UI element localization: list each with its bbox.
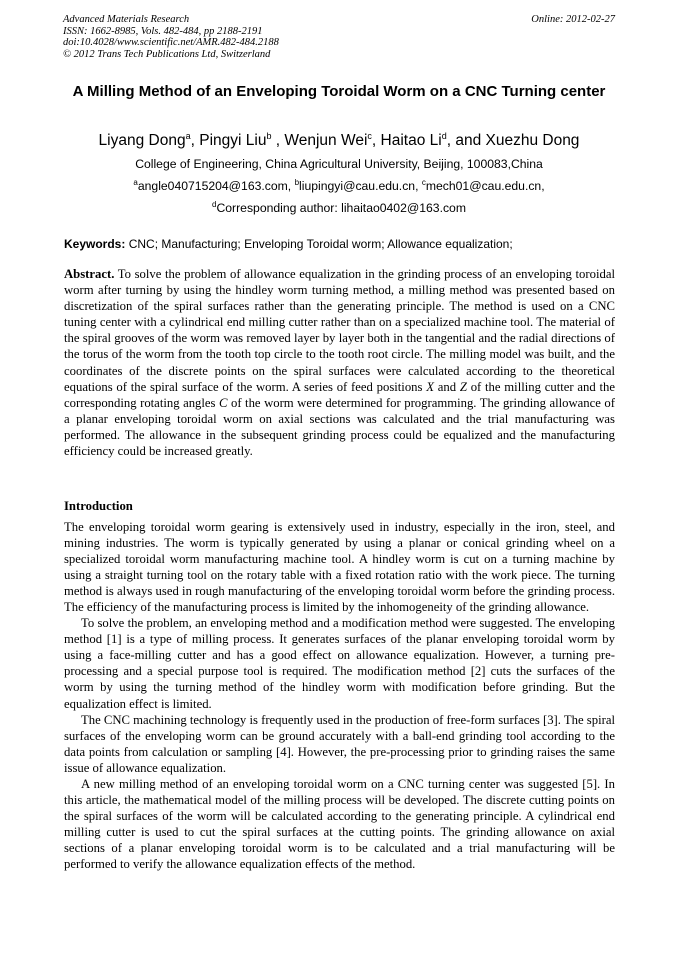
author-list (40, 131, 638, 151)
abstract-var-x: X (426, 379, 434, 394)
journal-header (63, 14, 279, 60)
keywords (64, 237, 616, 252)
author-sup: d (441, 131, 447, 141)
keywords-text: CNC; Manufacturing; Enveloping Toroidal worm; Allowance equalization; (125, 237, 513, 251)
author-name: Liyang Dong (98, 132, 186, 149)
abstract-text: and (434, 379, 460, 394)
corresponding-text: Corresponding author: lihaitao0402@163.com (216, 201, 466, 215)
author-sep: , (371, 132, 381, 149)
issn-line: ISSN: 1662-8985, Vols. 482-484, pp 2188-2191 (63, 25, 263, 37)
paper-title: A Milling Method of an Enveloping Toroidal Worm on a CNC Turning center (72, 83, 606, 100)
affiliation: College of Engineering, China Agricultural University, Beijing, 100083,China (135, 157, 543, 171)
corresponding-author (40, 200, 638, 216)
email-sup: c (421, 178, 426, 187)
abstract-var-z: Z (459, 379, 467, 394)
author-sep: , (271, 132, 285, 149)
abstract-label: Abstract. (64, 267, 115, 281)
author-sup: b (266, 131, 272, 141)
online-date: Online: 2012-02-27 (531, 14, 615, 25)
abstract (64, 266, 615, 459)
abstract-text: of the milling cutter and the corresponding rotating angles (64, 379, 615, 410)
abstract-text: of the worm were determined for programming. The grinding allowance of a planar enveloping toroidal worm on axial sections was calculated and the trial manufacturing was performed. The allowance in the subsequent grinding process could be equalized and the manufacturing efficiency could be increased greatly. (64, 395, 615, 459)
email-sup: a (133, 178, 138, 187)
email-line (40, 178, 638, 194)
paragraph: To solve the problem, an enveloping method and a modification method were suggested. The enveloping method [1] is a type of milling process. It generates surfaces of the planar enveloping toroidal worm by using a face-milling cutter and has a good effect on allowance equalization. However, a turning pre-processing and a special purpose tool is required. The modification method [2] cuts the surfaces of the worm by using the turning method of the hindley worm with modification before grinding. But the equalization effect is limited. (64, 616, 615, 711)
section-heading-introduction: Introduction (64, 499, 133, 513)
author-name: Xuezhu Dong (485, 132, 580, 149)
doi-line: doi:10.4028/www.scientific.net/AMR.482-484.2188 (63, 37, 279, 48)
abstract-text: To solve the problem of allowance equalization in the grinding process of an enveloping toroidal worm after turning by using the hindley worm turning method, a milling method was presented based on discretization of the spiral surfaces rather than the generating principle. The method is used on a CNC tuning center with a cylindrical end milling cutter rather than on a specialized machine tool. The material of the spiral grooves of the worm was removed layer by layer both in the tangential and the radial directions of the torus of the worm from the tooth top circle to the tooth root circle. The milling model was built, and the coordinates of the discrete points on the spiral surfaces were calculated according to the theoretical equations of the spiral surface of the worm. A series of feed positions (64, 267, 615, 394)
copyright-line: © 2012 Trans Tech Publications Ltd, Switzerland (63, 48, 271, 60)
author-name: Haitao Li (380, 132, 442, 149)
author-sup: c (367, 131, 372, 141)
email-b: liupingyi@cau.edu.cn, (299, 179, 422, 193)
author-sep: , (190, 132, 200, 149)
author-sup: a (185, 131, 191, 141)
author-name: Wenjun Wei (284, 132, 368, 149)
abstract-var-c: C (219, 395, 228, 410)
paragraph: The CNC machining technology is frequently used in the production of free-form surfaces [3]. The spiral surfaces of the enveloping worm can be ground accurately with a ball-end grinding tool according to the data points from calculation or sampling [4]. However, the pre-processing prior to grinding raises the same issue of allowance equalization. (64, 712, 615, 775)
keywords-label: Keywords: (64, 237, 126, 251)
journal-name: Advanced Materials Research (63, 14, 190, 25)
paragraph: The enveloping toroidal worm gearing is extensively used in industry, especially in the iron, steel, and mining industries. The worm is typically generated by using a planar or conical grinding wheel on a specialized toroidal worm manufacturing machine tool. A hindley worm is cut on a turning machine by using a straight turning tool on the rotary table with a fixed rotation ratio with the work piece. The turning method is always used in rough manufacturing of the enveloping toroidal worm before the grinding process. The efficiency of the manufacturing process is limited by the inhomogeneity of the grinding allowance. (64, 520, 615, 615)
author-sep: , and (446, 132, 486, 149)
corresponding-sup: d (212, 200, 217, 209)
introduction-body (64, 519, 615, 872)
email-a: angle040715204@163.com, (137, 179, 295, 193)
email-c: mech01@cau.edu.cn, (425, 179, 545, 193)
author-name: Pingyi Liu (199, 132, 267, 149)
email-sup: b (294, 178, 300, 187)
paragraph: A new milling method of an enveloping toroidal worm on a CNC turning center was suggested [5]. In this article, the mathematical model of the milling process will be developed. The discrete cutting points on the spiral surfaces of the worm will be calculated according to the generating principle. A cylindrical end milling cutter is used to cut the spiral surfaces at the cutting points. The grinding allowance on axial sections of a planar enveloping toroidal worm is to be calculated and a trial manufacturing will be performed to verify the allowance equalization effects of the method. (64, 776, 615, 871)
